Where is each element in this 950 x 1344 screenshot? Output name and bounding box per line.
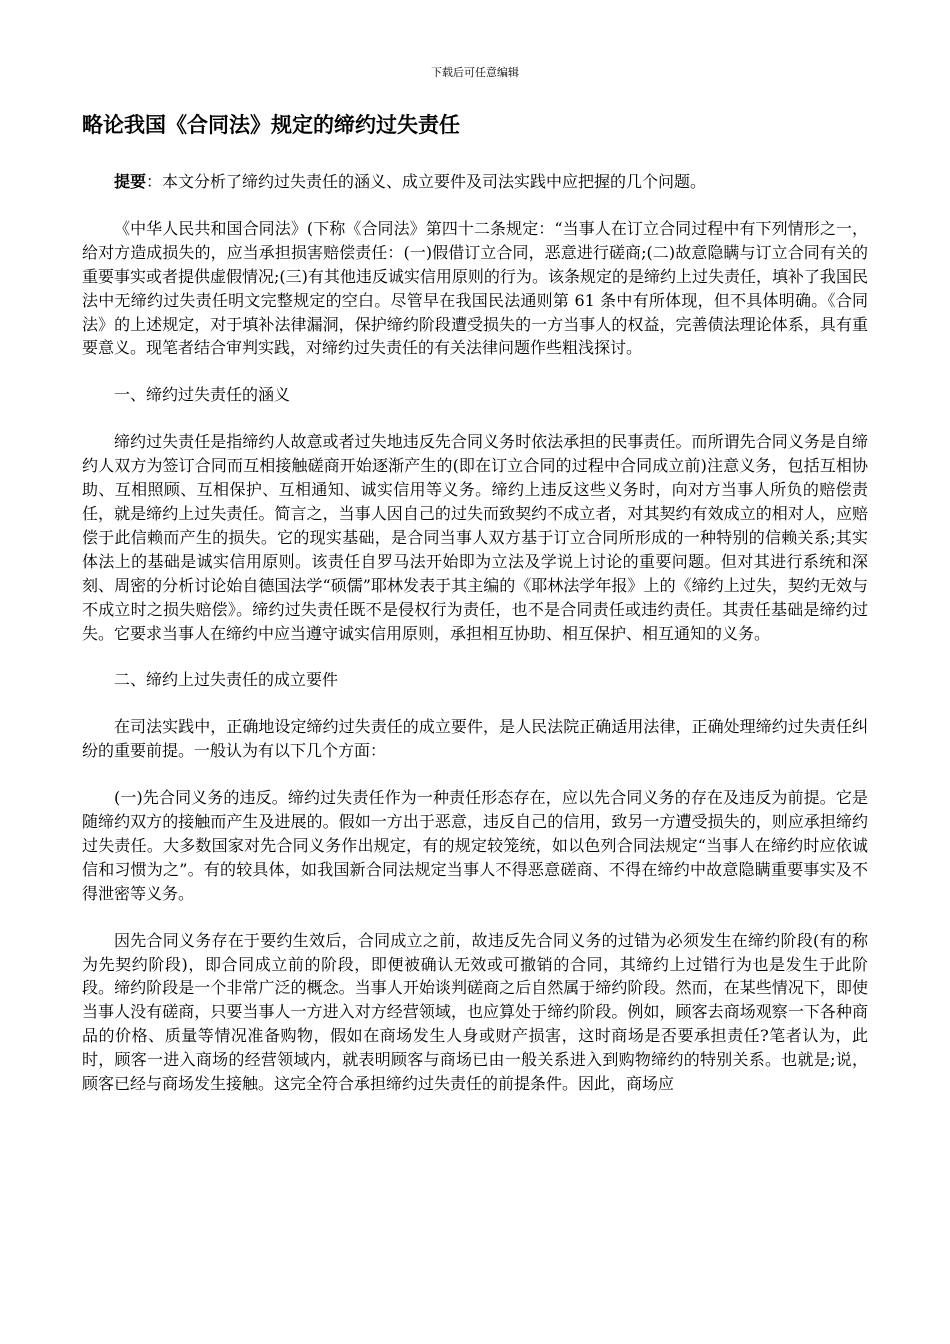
abstract-paragraph (82, 170, 868, 194)
abstract-text: ：本文分析了缔约过失责任的涵义、成立要件及司法实践中应把握的几个问题。 (146, 172, 707, 191)
paragraph-requirement-1: (一)先合同义务的违反。缔约过失责任作为一种责任形态存在，应以先合同义务的存在及违反为前提。它是随缔约双方的接触而产生及进展的。假如一方出于恶意，违反自己的信用，致另一方遭受损失的，则应承担缔约过失责任。大多数国家对先合同义务作出规定，有的规定较笼统，如以色列合同法规定“当事人在缔约时应依诚信和习惯为之”。有的较具体，如我国新合同法规定当事人不得恶意磋商、不得在缔约中故意隐瞒重要事实及不得泄密等义务。 (82, 788, 868, 903)
section-heading-1: 一、缔约过失责任的涵义 (114, 385, 291, 405)
document-title: 略论我国《合同法》规定的缔约过失责任 (82, 113, 460, 137)
paragraph-definition: 缔约过失责任是指缔约人故意或者过失地违反先合同义务时依法承担的民事责任。而所谓先合同义务是自缔约人双方为签订合同而互相接触磋商开始逐渐产生的(即在订立合同的过程中合同成立前)注意义务，包括互相协助、互相照顾、互相保护、互相通知、诚实信用等义务。缔约上违反这些义务时，向对方当事人所负的赔偿责任，就是缔约上过失责任。简言之，当事人因自己的过失而致契约不成立者，对其契约有效成立的相对人，应赔偿于此信赖而产生的损失。它的现实基础，是合同当事人双方基于订立合同所形成的一种特别的信赖关系;其实体法上的基础是诚实信用原则。该责任自罗马法开始即为立法及学说上讨论的重要问题。但对其进行系统和深刻、周密的分析讨论始自德国法学“硕儒”耶林发表于其主编的《耶林法学年报》上的《缔约上过失，契约无效与不成立时之损失赔偿》。缔约过失责任既不是侵权行为责任，也不是合同责任或违约责任。其责任基础是缔约过失。它要求当事人在缔约中应当遵守诚实信用原则，承担相互协助、相互保护、相互通知的义务。 (82, 432, 868, 643)
header-note: 下载后可任意编辑 (431, 66, 519, 79)
paragraph-requirements-intro: 在司法实践中，正确地设定缔约过失责任的成立要件，是人民法院正确适用法律，正确处理缔约过失责任纠纷的重要前提。一般认为有以下几个方面： (82, 717, 868, 761)
section-heading-2: 二、缔约上过失责任的成立要件 (114, 670, 339, 690)
abstract-label: 提要 (114, 172, 147, 191)
paragraph-intro: 《中华人民共和国合同法》(下称《合同法》第四十二条规定：“当事人在订立合同过程中有下列情形之一，给对方造成损失的，应当承担损害赔偿责任：(一)假借订立合同，恶意进行磋商;(二)故意隐瞒与订立合同有关的重要事实或者提供虚假情况;(三)有其他违反诚实信用原则的行为。该条规定的是缔约上过失责任，填补了我国民法中无缔约过失责任明文完整规定的空白。尽管早在我国民法通则第 61 条中有所体现，但不具体明确。《合同法》的上述规定，对于填补法律漏洞，保护缔约阶段遭受损失的一方当事人的权益，完善债法理论体系，具有重要意义。现笔者结合审判实践，对缔约过失责任的有关法律问题作些粗浅探讨。 (82, 218, 868, 358)
document-body (82, 170, 868, 1119)
paragraph-stage: 因先合同义务存在于要约生效后，合同成立之前，故违反先合同义务的过错为必须发生在缔约阶段(有的称为先契约阶段)，即合同成立前的阶段，即便被确认无效或可撤销的合同，其缔约上过错行为也是发生于此阶段。缔约阶段是一个非常广泛的概念。当事人开始谈判磋商之后自然属于缔约阶段。然而，在某些情况下，即使当事人没有磋商，只要当事人一方进入对方经营领域，也应算处于缔约阶段。例如，顾客去商场观察一下各种商品的价格、质量等情况准备购物，假如在商场发生人身或财产损害，这时商场是否要承担责任?笔者认为，此时，顾客一进入商场的经营领域内，就表明顾客与商场已由一般关系进入到购物缔约的特别关系。也就是;说，顾客已经与商场发生接触。这完全符合承担缔约过失责任的前提条件。因此，商场应 (82, 930, 868, 1094)
